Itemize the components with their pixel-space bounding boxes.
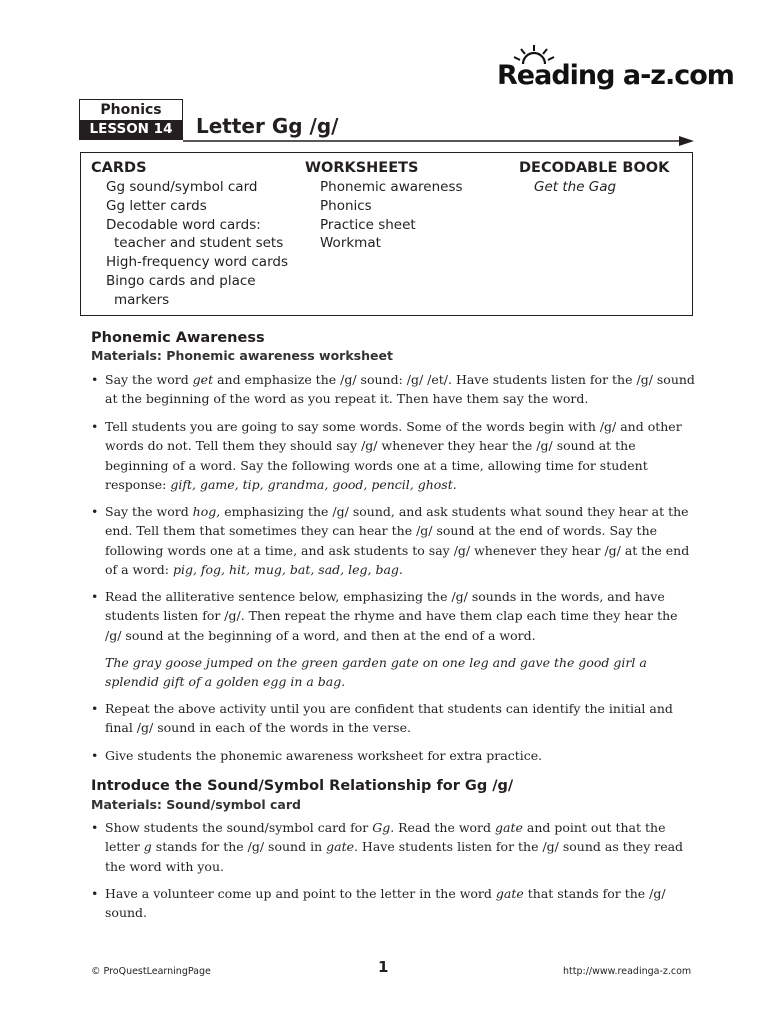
sound-symbol-materials: Materials: Sound/symbol card xyxy=(91,797,301,812)
worksheet-item: Phonics xyxy=(320,197,372,214)
materials-box xyxy=(80,152,693,316)
phonemic-awareness-materials: Materials: Phonemic awareness worksheet xyxy=(91,348,393,363)
cards-list xyxy=(91,178,288,310)
worksheet-item: Workmat xyxy=(320,235,381,252)
decodable-book-item: Get the Gag xyxy=(534,179,617,195)
worksheets-heading: WORKSHEETS xyxy=(305,160,419,176)
phonemic-bullet: • Give students the phonemic awareness worksheet for extra practice. xyxy=(91,748,543,763)
phonemic-bullet: • Read the alliterative sentence below, emphasizing the /g/ sounds in the words, and have students listen for /g/. Then repeat the rhyme and have them clap each time they hear the /g/ sound at the beginning of a word, and then at the end of a word. xyxy=(91,589,678,643)
decodable-book-heading: DECODABLE BOOK xyxy=(519,160,670,176)
card-item: High-frequency word cards xyxy=(106,254,288,271)
phonemic-bullet: • Repeat the above activity until you are confident that students can identify the initial and final /g/ sound in each of the words in the verse. xyxy=(91,701,673,736)
logo-text: Reading a-z.com xyxy=(497,60,734,91)
decodable-book-list xyxy=(519,178,669,197)
phonemic-awareness-heading: Phonemic Awareness xyxy=(91,330,265,346)
footer-url[interactable]: http://www.readinga-z.com xyxy=(563,966,692,977)
lesson-topic: Phonics xyxy=(100,102,162,118)
decodable-book-column xyxy=(519,158,669,197)
card-item: Bingo cards and place markers xyxy=(106,272,256,308)
phonemic-bullet: • Say the word hog, emphasizing the /g/ sound, and ask students what sound they hear at the end. Tell them that sometimes they can hear the /g/ sound at the end of words. Say the following words one at a time, and ask students to say /g/ whenever they hear /g/ at the end of a word: pig, fog, hit, mug, bat, sad, leg, bag. xyxy=(91,504,690,577)
lesson-number: LESSON 14 xyxy=(80,120,182,139)
reading-az-logo xyxy=(497,44,734,100)
sound-symbol-bullet: • Have a volunteer come up and point to the letter in the word gate that stands for the /g/ sound. xyxy=(91,886,666,921)
sound-symbol-heading: Introduce the Sound/Symbol Relationship for Gg /g/ xyxy=(91,778,514,794)
worksheets-column xyxy=(305,158,463,253)
worksheets-list xyxy=(305,178,463,253)
footer-copyright: © ProQuestLearningPage xyxy=(91,966,211,977)
alliterative-sentence: The gray goose jumped on the green garden gate on one leg and gave the good girl a splendid gift of a golden egg in a bag. xyxy=(105,655,647,690)
cards-column xyxy=(91,158,288,310)
sound-symbol-bullet: • Show students the sound/symbol card for Gg. Read the word gate and point out that the letter g stands for the /g/ sound in gate. Have students listen for the /g/ sound as they read the word with you. xyxy=(91,820,684,874)
worksheet-item: Practice sheet xyxy=(320,216,416,233)
lesson-badge xyxy=(79,99,183,140)
card-item: Gg letter cards xyxy=(106,197,207,214)
card-item: Decodable word cards: teacher and student sets xyxy=(106,216,284,252)
card-item: Gg sound/symbol card xyxy=(106,179,258,195)
worksheet-item: Phonemic awareness xyxy=(320,179,463,195)
phonemic-bullet: • Say the word get and emphasize the /g/ sound: /g/ /et/. Have students listen for the /g/ sound at the beginning of the word as you repeat it. Then have them say the word. xyxy=(91,372,695,407)
header-rule-arrow xyxy=(183,135,695,149)
page-number: 1 xyxy=(378,958,389,976)
lesson-title: Letter Gg /g/ xyxy=(196,114,339,138)
cards-heading: CARDS xyxy=(91,160,147,176)
phonemic-bullet: • Tell students you are going to say some words. Some of the words begin with /g/ and other words do not. Tell them they should say /g/ whenever they hear the /g/ sound at the beginning of a word. Say the following words one at a time, allowing time for student response: gift, game, tip, grandma, good, pencil, ghost. xyxy=(91,419,682,492)
